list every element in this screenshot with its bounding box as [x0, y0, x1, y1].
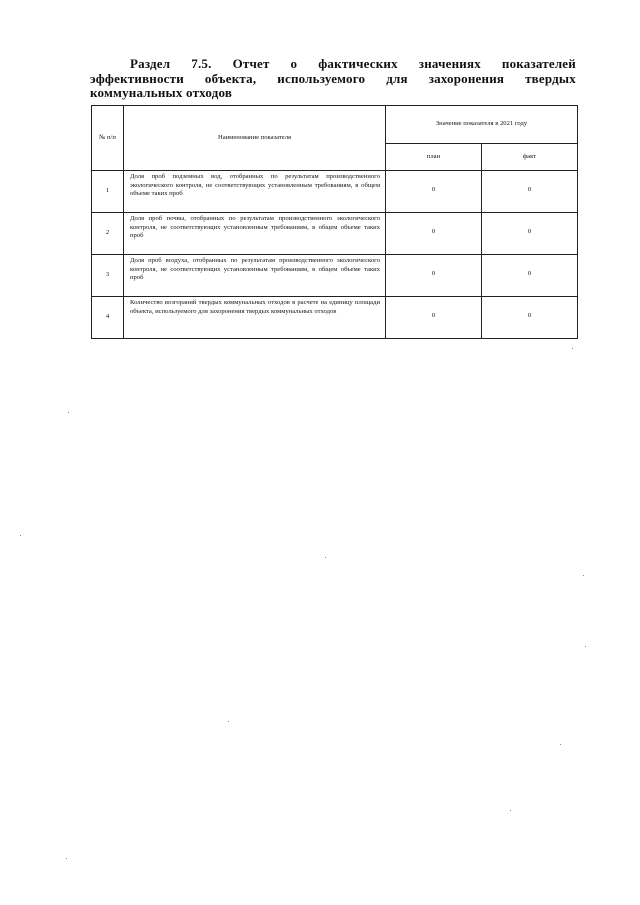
heading-word: Отчет — [232, 56, 270, 71]
scan-speck — [583, 575, 584, 576]
indicators-table — [91, 105, 578, 339]
fact-value — [482, 297, 578, 339]
heading-word: твердых — [525, 70, 576, 86]
fact-value — [482, 171, 578, 213]
plan-value-text: 0 — [431, 186, 436, 194]
plan-value — [386, 171, 482, 213]
table-row — [92, 297, 578, 339]
scan-speck — [572, 348, 573, 349]
heading-word: значениях — [418, 56, 481, 71]
header-indicator-value: Значение показателя в 2021 году — [386, 106, 578, 144]
plan-value-text: 0 — [431, 270, 436, 278]
indicator-name: Доля проб почвы, отобранных по результатам производственного экологического контроля, не соответствующих установленным требованиям, в общем объеме таких проб — [124, 213, 386, 255]
heading-word: фактических — [318, 56, 398, 71]
scan-speck — [68, 412, 69, 413]
heading-word: объекта, — [204, 70, 257, 86]
scan-speck — [325, 557, 326, 558]
heading-line-2 — [90, 72, 576, 87]
indicator-name: Доля проб подземных вод, отобранных по результатам производственного экологического контроля, не соответствующих установленным требованиям, в общем объеме таких проб — [124, 171, 386, 213]
table-header-row — [92, 106, 578, 144]
row-number: 3 — [92, 255, 124, 297]
heading-word: эффективности — [90, 70, 184, 86]
heading-word: используемого — [277, 70, 366, 86]
heading-line-3 — [90, 86, 576, 101]
header-indicator-name: Наименование показателя — [124, 106, 386, 171]
heading-word: коммунальных отходов — [90, 85, 233, 100]
heading-word: о — [290, 56, 298, 71]
heading-word: захоронения — [428, 70, 505, 86]
scan-speck — [585, 646, 586, 647]
fact-value-text: 0 — [527, 186, 532, 194]
table-row — [92, 171, 578, 213]
heading-word: показателей — [501, 56, 576, 71]
plan-value-text: 0 — [431, 312, 436, 320]
scan-speck — [228, 721, 229, 722]
scan-speck — [560, 744, 561, 745]
scan-speck — [510, 810, 511, 811]
plan-value-text: 0 — [431, 228, 436, 236]
fact-value — [482, 213, 578, 255]
plan-value — [386, 255, 482, 297]
scan-speck — [66, 858, 67, 859]
heading-line-1 — [90, 57, 576, 72]
scan-speck — [20, 535, 21, 536]
fact-value-text: 0 — [527, 312, 532, 320]
heading-word: Раздел — [130, 56, 171, 71]
row-number: 4 — [92, 297, 124, 339]
header-fact: факт — [482, 144, 578, 171]
heading-word: для — [386, 70, 408, 86]
table-row — [92, 213, 578, 255]
fact-value — [482, 255, 578, 297]
fact-value-text: 0 — [527, 270, 532, 278]
row-number: 1 — [92, 171, 124, 213]
row-number: 2 — [92, 213, 124, 255]
header-number: № п/п — [92, 106, 124, 171]
fact-value-text: 0 — [527, 228, 532, 236]
indicator-name: Количество возгораний твердых коммунальных отходов в расчете на единицу площади объекта, используемого для захоронения твердых коммунальных отходов — [124, 297, 386, 339]
indicator-name: Доля проб воздуха, отобранных по результатам производственного экологического контроля, не соответствующих установленным требованиям, в общем объеме таких проб — [124, 255, 386, 297]
section-heading — [90, 57, 576, 101]
heading-word: 7.5. — [191, 56, 212, 71]
table-row — [92, 255, 578, 297]
header-plan: план — [386, 144, 482, 171]
plan-value — [386, 213, 482, 255]
plan-value — [386, 297, 482, 339]
